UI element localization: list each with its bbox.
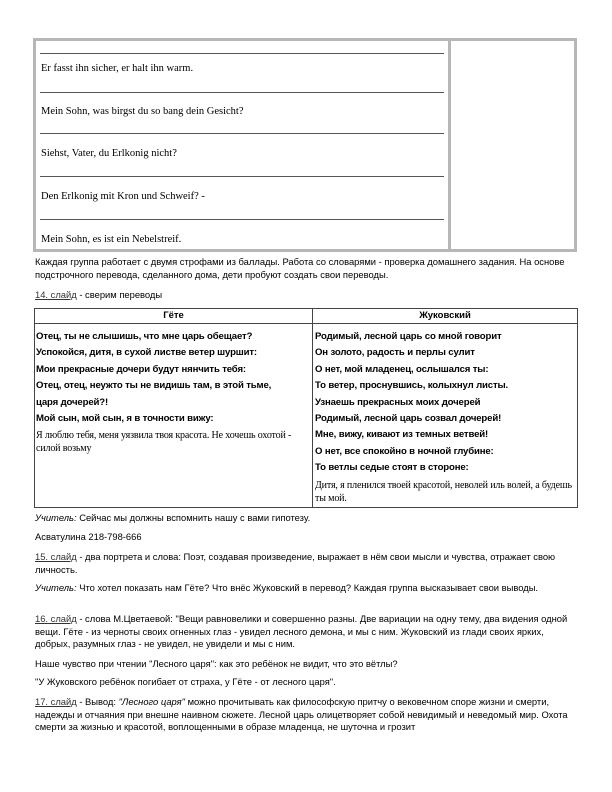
zhukovsky-line: О нет, мой младенец, ослышался ты:: [315, 363, 489, 375]
slide-17-paragraph: 17. слайд - Вывод: "Лесного царя" можно прочитывать как философскую притчу о вековечном споре жизни и смерти, надежды и отчаяния при внешне наивном сюжете. Лесной царь олицетворяет собой невидимый и неведомый мир. Охота смерти за жизнью и красотой, воплощенными в образе младенца, не шуточна и грозит: [35, 696, 568, 733]
zhukovsky-line: То ветер, проснувшись, колыхнул листы.: [315, 380, 509, 392]
german-line: Mein Sohn, es ist ein Nebelstreif.: [41, 234, 182, 245]
zhukovsky-line: Узнаешь прекрасных моих дочерей: [315, 396, 481, 408]
slide-17-link[interactable]: 17. слайд: [35, 696, 77, 707]
comparison-table: [34, 308, 578, 508]
table-rule: [40, 92, 444, 93]
zhukovsky-line: Мне, вижу, кивают из темных ветвей!: [315, 429, 489, 441]
goethe-column: [36, 329, 310, 455]
goethe-line: Отец, ты не слышишь, что мне царь обещает?: [36, 331, 253, 342]
goethe-line: царя дочерей?!: [36, 396, 109, 408]
slide-15-paragraph: 15. слайд - два портрета и слова: Поэт, создавая произведение, выражает в нём свои мысли и чувства, отражает свою личность.: [35, 551, 556, 575]
german-line: Den Erlkonig mit Kron und Schweif? -: [41, 191, 205, 202]
german-line: Mein Sohn, was birgst du so bang dein Gesicht?: [41, 106, 244, 117]
slide-14-paragraph: 14. слайд - сверим переводы: [35, 289, 163, 300]
feeling-paragraph: Наше чувство при чтении "Лесного царя": как это ребёнок не видит, что это вётлы?: [35, 658, 398, 669]
zhukovsky-line: О нет, все спокойно в ночной глубине:: [315, 445, 494, 457]
zhukovsky-line: Он золото, радость и перлы сулит: [315, 347, 475, 359]
table-rule: [40, 176, 444, 177]
german-line: Siehst, Vater, du Erlkonig nicht?: [41, 148, 177, 159]
german-line: Er fasst ihn sicher, er halt ihn warm.: [41, 63, 194, 74]
teacher-paragraph-1: Учитель: Сейчас мы должны вспомнить нашу с вами гипотезу.: [35, 512, 311, 523]
slide-16-paragraph: 16. слайд - слова М.Цветаевой: "Вещи равновелики и совершенно разны. Две вариации на одну тему, два видения одной вещи. Гёте - из черноты своих огненных глаз - увидел лесного демона, и мы с ним. Жуковский из глади своих ярких, добрых, разумных глаз - не увидел, не увидели и мы с ним.: [35, 613, 568, 650]
author-line: Асватулина 218-798-666: [35, 531, 142, 542]
goethe-line: Отец, отец, неужто ты не видишь там, в этой тьме,: [36, 380, 272, 392]
table-rule: [40, 219, 444, 220]
quote-paragraph: "У Жуковского ребёнок погибает от страха, у Гёте - от лесного царя".: [35, 676, 336, 687]
table-rule: [40, 53, 444, 54]
german-text-table: [33, 38, 577, 252]
header-zhukovsky: Жуковский: [419, 310, 471, 321]
goethe-line: Мои прекрасные дочери будут нянчить тебя:: [36, 363, 246, 375]
table-rule: [40, 133, 444, 134]
goethe-line: Я люблю тебя, меня уязвила твоя красота. Не хочешь охотой - силой возьму: [36, 430, 292, 455]
slide-15-link[interactable]: 15. слайд: [35, 551, 77, 562]
goethe-line: Мой сын, мой сын, я в точности вижу:: [36, 413, 214, 425]
column-divider: [312, 309, 313, 507]
paragraph-groups: Каждая группа работает с двумя строфами из баллады. Работа со словарями - проверка домашнего задания. На основе подстрочного перевода, сделанного дома, дети пробуют создать свои переводы.: [35, 256, 565, 280]
zhukovsky-line: То ветлы седые стоят в стороне:: [315, 462, 469, 474]
teacher-paragraph-2: Учитель: Что хотел показать нам Гёте? Что внёс Жуковский в перевод? Каждая группа высказывает свои выводы.: [35, 582, 539, 593]
header-goethe: Гёте: [163, 310, 184, 321]
zhukovsky-column: [315, 329, 575, 505]
zhukovsky-line: Дитя, я пленился твоей красотой, неволей иль волей, а будешь ты мой.: [315, 479, 572, 504]
zhukovsky-line: Родимый, лесной царь со мной говорит: [315, 331, 502, 342]
table-divider: [448, 41, 451, 249]
goethe-line: Успокойся, дитя, в сухой листве ветер шуршит:: [36, 347, 257, 359]
zhukovsky-line: Родимый, лесной царь созвал дочерей!: [315, 413, 502, 425]
slide-16-link[interactable]: 16. слайд: [35, 613, 77, 624]
slide-14-link[interactable]: 14. слайд: [35, 289, 77, 300]
